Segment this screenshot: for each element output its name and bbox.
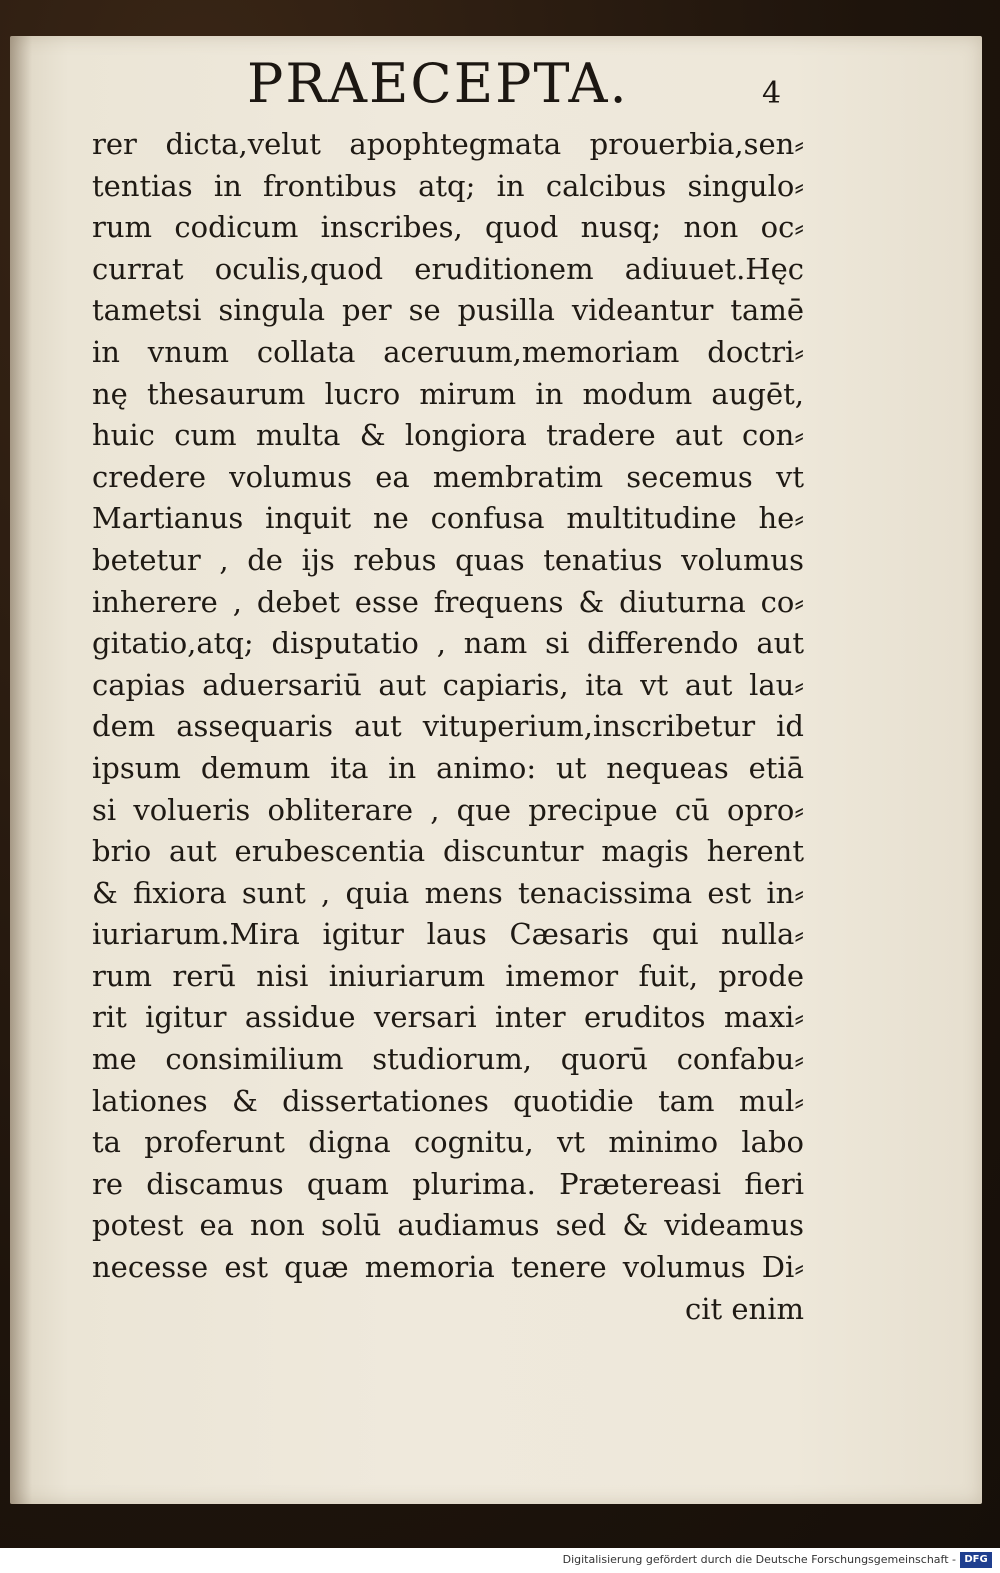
text-line: cit enim [684,1291,804,1326]
text-line: rit igitur assidue versari inter eruditos maxi⸗ [92,1000,804,1035]
text-line: gitatio,atq; disputatio , nam si differendo aut [92,626,804,661]
page-number: 4 [762,76,782,111]
text-line: rer dicta,velut apophtegmata prouerbia,sen⸗ [92,127,804,161]
text-line: credere volumus ea membratim secemus vt [92,459,804,494]
text-line: iuriarum.Mira igitur laus Cæsaris qui nulla⸗ [92,917,804,952]
text-line: betetur , de ijs rebus quas tenatius volumus [92,542,804,577]
text-line: ta proferunt digna cognitu, vt minimo labo [92,1125,804,1160]
text-line: & fixiora sunt , quia mens tenacissima est in⸗ [92,875,804,910]
text-line: inherere , debet esse frequens & diuturna co⸗ [92,584,804,619]
dfg-logo: DFG [960,1552,992,1568]
page-gutter-shadow [10,36,32,1504]
text-line: capias aduersariū aut capiaris, ita vt aut lau⸗ [92,667,804,702]
text-line: re discamus quam plurima. Prætereasi fieri [92,1166,804,1201]
text-line: ipsum demum ita in animo: ut nequeas etiā [92,750,804,785]
text-line: necesse est quæ memoria tenere volumus Di⸗ [92,1250,804,1285]
text-line: si volueris obliterare , que precipue cū opro⸗ [92,792,804,827]
text-line: tentias in frontibus atq; in calcibus singulo⸗ [92,168,804,203]
text-line: Martianus inquit ne confusa multitudine he⸗ [92,501,804,536]
text-line: rum rerū nisi iniuriarum imemor fuit, prode [92,958,804,993]
text-line: dem assequaris aut vituperium,inscribetur id [92,709,804,744]
running-head: PRAECEPTA. [247,52,629,115]
text-line: tametsi singula per se pusilla videantur tamē [92,293,804,328]
text-line: nę thesaurum lucro mirum in modum augēt, [92,376,804,411]
book-page [10,36,982,1504]
text-line: me consimilium studiorum, quorū confabu⸗ [92,1042,804,1077]
text-line: huic cum multa & longiora tradere aut con⸗ [92,418,804,453]
text-line: rum codicum inscribes, quod nusq; non oc⸗ [92,210,804,245]
text-line: potest ea non solū audiamus sed & videamus [92,1208,804,1243]
text-line: brio aut erubescentia discuntur magis herent [92,834,804,869]
body-text [92,124,804,1330]
text-line: currat oculis,quod eruditionem adiuuet.Hęc [92,251,804,286]
footer-bar [0,1548,1000,1573]
text-line: in vnum collata aceruum,memoriam doctri⸗ [92,334,804,369]
funding-credit: Digitalisierung gefördert durch die Deutsche Forschungsgemeinschaft - [562,1553,956,1566]
text-line: lationes & dissertationes quotidie tam mul⸗ [92,1083,804,1118]
